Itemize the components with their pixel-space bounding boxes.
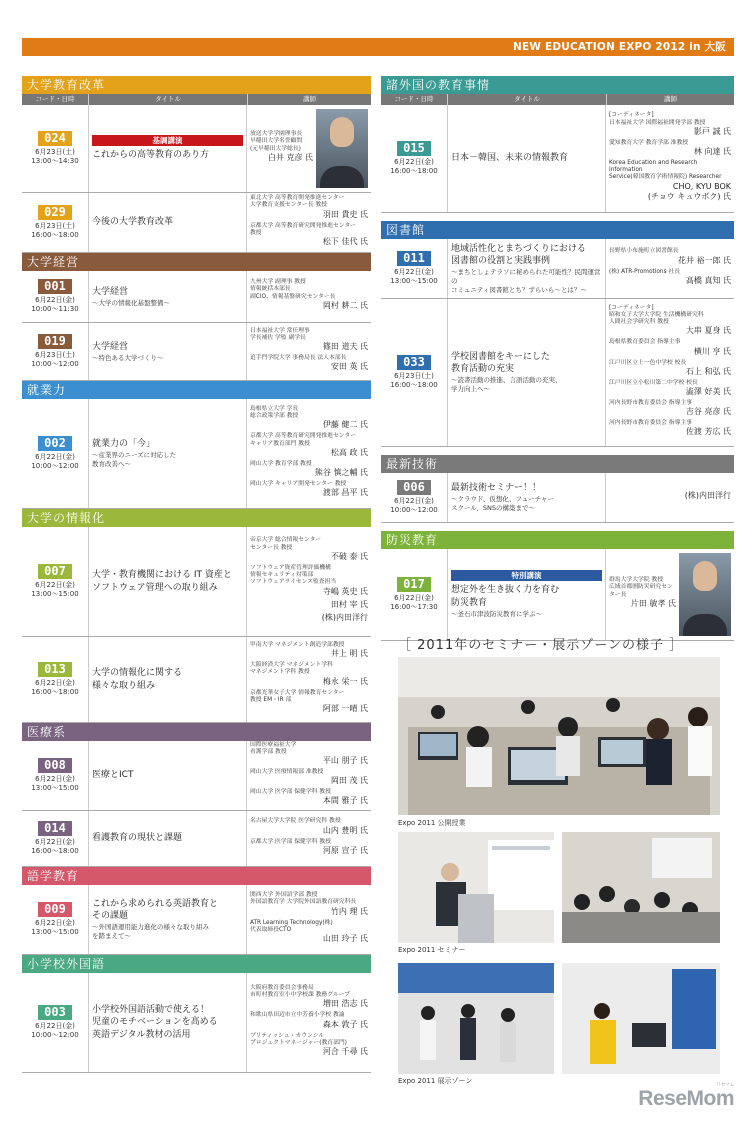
speaker xyxy=(250,565,368,597)
section-heading: 大学教育改革 xyxy=(22,76,371,94)
section-heading: 大学経営 xyxy=(22,253,371,271)
section-heading: 諸外国の教育事情 xyxy=(381,76,734,94)
title-cell xyxy=(89,741,247,810)
session-row xyxy=(381,549,734,641)
speaker-name: 井上 明 氏 xyxy=(330,649,368,659)
session-code-badge: 003 xyxy=(38,1005,72,1020)
session-row xyxy=(22,741,371,811)
photo-exhibit-crowd xyxy=(398,963,554,1074)
speaker-name: 不破 泰 氏 xyxy=(330,551,368,561)
section-heading: 大学の情報化 xyxy=(22,509,371,527)
session-code-badge: 014 xyxy=(38,821,72,836)
speaker-name: (株)内田洋行 xyxy=(684,491,731,500)
session-title: 大学経営 xyxy=(92,286,129,297)
speaker-affiliation: ソフトウェア資産管理評価機構 情報セキュリティ対策部 ソフトウェアライセンス監査担当 xyxy=(250,564,337,586)
speaker xyxy=(250,195,368,219)
session-row xyxy=(22,105,371,193)
speaker xyxy=(250,839,368,856)
code-cell xyxy=(22,973,89,1072)
session-date: 6月22日(金) 10:00～11:30 xyxy=(31,296,79,313)
session-date: 6月22日(金) 10:00～12:00 xyxy=(31,453,79,470)
session-code-badge: 019 xyxy=(38,334,72,349)
speaker xyxy=(250,433,368,457)
speaker-name: 森本 敦子 氏 xyxy=(322,1019,368,1029)
session-row xyxy=(22,637,371,723)
code-cell xyxy=(22,323,89,380)
speaker-affiliation: 関西大学 外国語学部 教授 外国語教育学 大学院外国語教育研究科長 xyxy=(250,892,357,906)
speaker-name: 横川 亨 氏 xyxy=(693,346,731,356)
session-title: 小学校外国語活動で使える！ 児童のモチベーションを高める 英語デジタル教材の活用 xyxy=(92,1005,218,1040)
speaker-name: 梅永 栄一 氏 xyxy=(322,676,368,686)
speaker-affiliation: 島根県立大学 学長 総合政策学部 教授 xyxy=(250,405,299,420)
speaker xyxy=(250,481,368,498)
special-lecture-badge: 特別講演 xyxy=(451,570,602,581)
session-date: 6月23日(土) 16:00～18:00 xyxy=(390,372,438,389)
section xyxy=(22,723,371,867)
speaker xyxy=(609,248,731,265)
session-subtitle: ～釜石市津波防災教育に学ぶ～ xyxy=(451,609,542,618)
speaker-name: 大串 夏身 氏 xyxy=(685,326,731,336)
caption-1: Expo 2011 公開授業 xyxy=(398,819,466,827)
speaker xyxy=(250,613,368,623)
colhdr-speaker: 講師 xyxy=(247,94,371,105)
session-title: 医療とICT xyxy=(92,770,134,781)
speaker-affiliation: 国際医療福祉大学 看護学部 教授 xyxy=(250,741,297,755)
photo-seminar-audience xyxy=(562,832,720,943)
session-code-badge: 029 xyxy=(38,205,72,220)
speaker-affiliation: 京都光華女子大学 情報教育センター 教授 EM・IR 部 xyxy=(250,689,345,703)
section xyxy=(22,253,371,381)
session-title: 学校図書館をキーにした 教育活動の充実 xyxy=(451,352,551,375)
title-cell xyxy=(89,105,247,192)
speaker-name: 渡部 昌平 氏 xyxy=(322,488,368,498)
colhdr-code: コード・日時 xyxy=(35,95,75,103)
speaker-cell xyxy=(247,193,371,252)
title-cell xyxy=(448,299,606,446)
speaker-name: 河原 宣子 氏 xyxy=(322,845,368,855)
section xyxy=(381,455,734,523)
speaker-affiliation: 河内長野市教育委員会 指導主事 xyxy=(609,399,692,406)
speaker-name: 羽田 貴史 氏 xyxy=(322,209,368,219)
speaker-name: 安田 英 氏 xyxy=(330,362,368,372)
session-date: 6月22日(金) 13:00～15:00 xyxy=(390,268,438,285)
speaker xyxy=(609,305,731,337)
speaker xyxy=(250,642,368,659)
speaker-affiliation: 九州大学 副理事 教授 情報統括本部長 副CIO、情報基盤研究センター長 xyxy=(250,279,336,300)
speaker xyxy=(250,406,368,430)
speaker xyxy=(250,690,368,714)
code-cell xyxy=(381,239,448,298)
speaker xyxy=(609,360,731,377)
speaker-affiliation: 島根県教育委員会 指導主事 xyxy=(609,339,681,346)
code-cell xyxy=(22,271,89,322)
speaker-cell xyxy=(606,299,734,446)
speaker xyxy=(250,1012,368,1029)
section xyxy=(381,531,734,641)
session-date: 6月23日(土) 10:00～12:00 xyxy=(31,351,79,368)
gallery-title: ［ 2011年のセミナー・展示ゾーンの様子 ］ xyxy=(398,638,684,653)
speaker-affiliation: 帝京大学 総合情報センター センター長 教授 xyxy=(250,537,322,551)
speaker-with-photo xyxy=(606,549,734,640)
code-cell xyxy=(381,105,448,212)
section xyxy=(22,955,371,1073)
section xyxy=(381,76,734,213)
speaker-affiliation: 岡山大学 医療情報部 准教授 xyxy=(250,769,324,775)
session-date: 6月23日(土) 13:00～14:30 xyxy=(31,148,79,165)
section-heading: 語学教育 xyxy=(22,867,371,885)
speaker-name: 篠田 道夫 氏 xyxy=(322,342,368,352)
colhdr-title: タイトル xyxy=(447,94,606,105)
speaker xyxy=(250,279,368,311)
speaker-name: 石上 和弘 氏 xyxy=(685,366,731,376)
speaker-affiliation: 長野県小布施町立図書館長 xyxy=(609,248,679,255)
session-title: 就業力の「今」 xyxy=(92,439,156,450)
speaker xyxy=(250,985,368,1009)
session-title: 今後の大学教育改革 xyxy=(92,217,174,228)
session-row xyxy=(22,193,371,253)
resemom-logo: ReseMom リセマム xyxy=(638,1082,734,1110)
speaker-affiliation: 京都大学 医学部 保健学科 教授 xyxy=(250,838,331,845)
section xyxy=(22,867,371,955)
session-row xyxy=(381,239,734,299)
right-column xyxy=(381,76,734,641)
speaker-affiliation: 大阪府教育委員会事務局 市町村教育室小中学校課 教務グループ xyxy=(250,984,350,999)
speaker-affiliation: 岡山大学 キャリア開発センター 教授 xyxy=(250,480,347,487)
speaker xyxy=(609,140,731,157)
title-cell xyxy=(89,811,247,866)
speaker-name: 松高 政 氏 xyxy=(330,447,368,457)
session-title: 大学・教育機関における IT 資産と ソフトウェア管理への取り組み xyxy=(92,570,232,593)
session-subtitle: ～産業界のニーズに対応した 教育改善へ～ xyxy=(92,451,177,469)
session-code-badge: 002 xyxy=(38,436,72,451)
title-cell xyxy=(448,473,606,522)
session-date: 6月23日(土) 16:00～18:00 xyxy=(31,222,79,239)
speaker-name: 寺嶋 英史 氏 xyxy=(322,586,368,596)
speaker-name: 岡村 耕二 氏 xyxy=(322,300,368,310)
speaker xyxy=(250,131,313,163)
speaker-affiliation: 群馬大学大学院 教授 広域首都圏防災研究センター長 xyxy=(609,577,673,598)
session-title: 大学経営 xyxy=(92,341,129,352)
column-header xyxy=(381,94,734,105)
section-heading: 就業力 xyxy=(22,381,371,399)
colhdr-code: コード・日時 xyxy=(394,95,434,103)
speaker xyxy=(250,461,368,478)
special-lecture-badge: 基調講演 xyxy=(92,135,243,146)
speaker-name: 林 向達 氏 xyxy=(693,147,731,156)
title-cell xyxy=(89,271,247,322)
session-row xyxy=(381,299,734,447)
section xyxy=(22,509,371,723)
section-heading: 図書館 xyxy=(381,221,734,239)
code-cell xyxy=(381,549,448,640)
speaker-name: 本間 雅子 氏 xyxy=(322,796,368,806)
session-date: 6月22日(金) 16:00～17:30 xyxy=(390,594,438,611)
session-title: 看護教育の現状と課題 xyxy=(92,833,183,844)
session-subtitle: ～外国語運用能力進化の様々な取り組み を踏まえて～ xyxy=(92,923,209,941)
speaker xyxy=(609,380,731,397)
title-cell xyxy=(448,549,606,640)
speaker-name: 田村 宰 氏 xyxy=(330,599,368,609)
speaker-affiliation: 和歌山県田辺市立中芳養小学校 教諭 xyxy=(250,1012,345,1019)
speaker-affiliation: 江戸川区立小松川第二中学校 校長 xyxy=(609,379,698,386)
session-date: 6月22日(金) 16:00～18:00 xyxy=(390,158,438,175)
title-cell xyxy=(448,239,606,298)
speaker-cell xyxy=(247,637,371,722)
title-cell xyxy=(89,973,247,1072)
speaker xyxy=(250,662,368,686)
photo-classroom xyxy=(398,657,720,815)
code-cell xyxy=(22,105,89,192)
speaker-name: 河合 千尋 氏 xyxy=(322,1047,368,1057)
left-column xyxy=(22,76,371,1073)
session-code-badge: 001 xyxy=(38,279,72,294)
top-banner: NEW EDUCATION EXPO 2012 in 大阪 xyxy=(22,38,734,56)
speaker-name: 増田 浩志 氏 xyxy=(322,999,368,1009)
speaker-name: 花井 裕一郎 氏 xyxy=(677,255,731,265)
section xyxy=(22,76,371,253)
session-code-badge: 017 xyxy=(397,577,431,592)
caption-3: Expo 2011 展示ゾーン xyxy=(398,1077,473,1085)
session-row xyxy=(22,399,371,509)
code-cell xyxy=(22,637,89,722)
speaker-name: 高橋 真知 氏 xyxy=(685,275,731,285)
speaker-portrait xyxy=(316,109,368,188)
speaker-affiliation: 岡山大学 教育学部 教授 xyxy=(250,460,312,467)
speaker xyxy=(250,769,368,786)
speaker xyxy=(609,160,731,202)
session-code-badge: 015 xyxy=(397,141,431,156)
speaker-affiliation: 名古屋大学大学院 医学研究科 教授 xyxy=(250,818,341,825)
session-code-badge: 024 xyxy=(38,131,72,146)
speaker xyxy=(609,269,731,286)
speaker-cell xyxy=(247,105,316,192)
code-cell xyxy=(22,527,89,636)
title-cell xyxy=(448,105,606,212)
session-date: 6月22日(金) 13:00～15:00 xyxy=(31,775,79,792)
title-cell xyxy=(89,193,247,252)
speaker-name: 熊谷 慎之輔 氏 xyxy=(314,467,368,477)
speaker xyxy=(609,491,731,501)
speaker-name: 岡田 茂 氏 xyxy=(330,776,368,786)
session-row xyxy=(22,271,371,323)
speaker xyxy=(250,600,368,610)
speaker-affiliation: 甲南大学 マネジメント創造学部教授 xyxy=(250,641,345,648)
speaker-name: CHO, KYU BOK (チョウ キュウボク) 氏 xyxy=(647,181,731,201)
speaker xyxy=(250,328,368,352)
photo-seminar-speaker xyxy=(398,832,554,943)
session-subtitle: ～まちとしょテラソに秘められた可能性？民間運営の コミュニティ図書館とち？ずらいら～とは？～ xyxy=(451,267,601,294)
session-row xyxy=(22,973,371,1073)
speaker-name: 山内 豊明 氏 xyxy=(322,825,368,835)
code-cell xyxy=(22,399,89,508)
session-row xyxy=(22,885,371,955)
speaker xyxy=(609,420,731,437)
photo-exhibit-booth xyxy=(562,963,720,1074)
caption-2: Expo 2011 セミナー xyxy=(398,946,466,954)
speaker-cell xyxy=(247,271,371,322)
speaker xyxy=(609,400,731,417)
speaker-name: 伊藤 健二 氏 xyxy=(322,420,368,430)
speaker xyxy=(250,537,368,561)
speaker-affiliation: 東北大学 高等教育開発推進センター 大学教育支援センター長 教授 xyxy=(250,195,345,209)
speaker xyxy=(250,1033,368,1057)
session-subtitle: ～読書活動の推進、言語活動の充実、 学力向上へ～ xyxy=(451,376,562,394)
speaker-name: 竹内 理 氏 xyxy=(330,906,368,916)
speaker xyxy=(250,920,368,944)
speaker-affiliation: (株) ATR-Promotions 社長 xyxy=(609,268,681,275)
speaker-name: 澁澤 好美 氏 xyxy=(685,386,731,396)
speaker xyxy=(609,577,676,609)
speaker-cell xyxy=(247,741,371,810)
session-code-badge: 011 xyxy=(397,251,431,266)
speaker xyxy=(250,818,368,835)
session-title: 日本－韓国、未来の情報教育 xyxy=(451,153,569,164)
speaker xyxy=(250,355,368,372)
section-heading: 最新技術 xyxy=(381,455,734,473)
speaker-affiliation: 大阪経済大学 マネジメント学科 マネジメント学科 教授 xyxy=(250,662,333,676)
speaker-affiliation: 岡山大学 医学部 保健学科 教授 xyxy=(250,789,331,796)
title-cell xyxy=(89,885,247,954)
speaker-cell xyxy=(606,473,734,522)
session-date: 6月22日(金) 16:00～18:00 xyxy=(31,679,79,696)
session-date: 6月22日(金) 10:00～12:00 xyxy=(31,1022,79,1039)
code-cell xyxy=(381,299,448,446)
speaker-affiliation: 河内長野市教育委員会 指導主事 xyxy=(609,420,692,427)
speaker-cell xyxy=(247,973,371,1072)
speaker-affiliation: 京都大学 高等教育研究開発推進センター 教授 xyxy=(250,222,356,236)
session-title: 最新技術セミナー！！ xyxy=(451,483,542,494)
speaker-cell xyxy=(247,885,371,954)
session-code-badge: 013 xyxy=(38,662,72,677)
colhdr-title: タイトル xyxy=(88,94,247,105)
session-row xyxy=(381,105,734,213)
session-date: 6月22日(金) 13:00～15:00 xyxy=(31,919,79,936)
speaker xyxy=(609,112,731,136)
speaker-name: 佐渡 芳広 氏 xyxy=(685,427,731,437)
speaker-name: 吉谷 亮彦 氏 xyxy=(685,407,731,417)
session-row xyxy=(22,811,371,867)
section xyxy=(22,381,371,509)
speaker-cell xyxy=(247,811,371,866)
speaker-affiliation: ATR Learning Technology(株) 代表取締役CTO xyxy=(250,919,333,933)
speaker-affiliation: 放送大学学園理事長 早稲田大学名誉顧問 (元早稲田大学総長) xyxy=(250,131,303,152)
speaker xyxy=(250,892,368,916)
speaker xyxy=(250,789,368,806)
speaker-affiliation: 追手門学院大学 事務局長 法人本部長 xyxy=(250,355,347,362)
speaker xyxy=(250,742,368,766)
speaker-portrait xyxy=(679,553,731,636)
section xyxy=(381,221,734,447)
speaker-name: 松下 佳代 氏 xyxy=(322,236,368,246)
session-title: 地域活性化とまちづくりにおける 図書館の役割と実践事例 xyxy=(451,243,586,266)
session-code-badge: 006 xyxy=(397,480,431,495)
speaker-cell xyxy=(247,399,371,508)
session-date: 6月22日(金) 13:00～15:00 xyxy=(31,581,79,598)
session-code-badge: 008 xyxy=(38,758,72,773)
session-row xyxy=(22,527,371,637)
speaker-affiliation: Korea Education and Research Information Service(韓国教育学術情報院) Researcher xyxy=(609,160,722,181)
speaker-cell xyxy=(606,549,679,640)
session-row xyxy=(22,323,371,381)
speaker-cell xyxy=(606,239,734,298)
title-cell xyxy=(89,399,247,508)
title-cell xyxy=(89,323,247,380)
session-date: 6月22日(金) 16:00～18:00 xyxy=(31,838,79,855)
session-code-badge: 007 xyxy=(38,564,72,579)
session-date: 6月22日(金) 10:00～12:00 xyxy=(390,497,438,514)
session-title: 大学の情報化に関する 様々な取り組み xyxy=(92,668,183,691)
speaker-affiliation: 江戸川区立上一色中学校 校長 xyxy=(609,359,687,366)
speaker-affiliation: [コーディネータ] 日本福祉大学 国際福祉開発学部 教授 xyxy=(609,112,706,126)
section-heading: 医療系 xyxy=(22,723,371,741)
title-cell xyxy=(89,527,247,636)
session-code-badge: 033 xyxy=(397,355,431,370)
speaker-with-photo xyxy=(247,105,371,192)
speaker-affiliation: ブリティッシュ・カウンシル プロジェクトマネージャー(教育部門) xyxy=(250,1032,347,1046)
speaker-affiliation: [コーディネータ] 昭和女子大学大学院 生活機構研究科 人間社会学研究科 教授 xyxy=(609,304,704,326)
column-header xyxy=(22,94,371,105)
speaker-affiliation: 愛知教育大学 教育学部 准教授 xyxy=(609,139,689,146)
speaker-cell xyxy=(247,323,371,380)
session-subtitle: ～クラウド、仮想化、フューチャー スクール、SNSの構築まで～ xyxy=(451,495,554,513)
speaker-cell xyxy=(247,527,371,636)
speaker-name: 片田 敏孝 氏 xyxy=(630,598,676,608)
code-cell xyxy=(381,473,448,522)
code-cell xyxy=(22,741,89,810)
speaker-cell xyxy=(606,105,734,212)
session-subtitle: ～大学の情報化基盤整備～ xyxy=(92,298,170,307)
speaker-name: 平山 朋子 氏 xyxy=(322,756,368,765)
session-title: これから求められる英語教育と その課題 xyxy=(92,899,219,922)
session-row xyxy=(381,473,734,523)
session-title: これからの高等教育のあり方 xyxy=(92,150,210,161)
speaker xyxy=(609,339,731,356)
code-cell xyxy=(22,811,89,866)
colhdr-speaker: 講師 xyxy=(606,94,734,105)
section-heading: 小学校外国語 xyxy=(22,955,371,973)
section-heading: 防災教育 xyxy=(381,531,734,549)
speaker-name: 白井 克彦 氏 xyxy=(267,152,313,162)
session-title: 想定外を生き抜く力を育む 防災教育 xyxy=(451,585,560,608)
speaker xyxy=(250,223,368,247)
speaker-name: (株)内田洋行 xyxy=(321,612,368,622)
session-subtitle: ～特色ある大学づくり～ xyxy=(92,353,164,362)
speaker-affiliation: 京都大学 高等教育研究開発推進センター キャリア教育部門 教授 xyxy=(250,433,356,447)
speaker-affiliation: 日本福祉大学 常任理事 学長補佐 学監 副学長 xyxy=(250,327,310,341)
speaker-name: 山田 玲子 氏 xyxy=(322,933,368,943)
speaker-name: 影戸 誠 氏 xyxy=(693,126,731,136)
session-code-badge: 009 xyxy=(38,902,72,917)
title-cell xyxy=(89,637,247,722)
speaker-name: 阿部 一晴 氏 xyxy=(322,704,368,714)
code-cell xyxy=(22,885,89,954)
code-cell xyxy=(22,193,89,252)
